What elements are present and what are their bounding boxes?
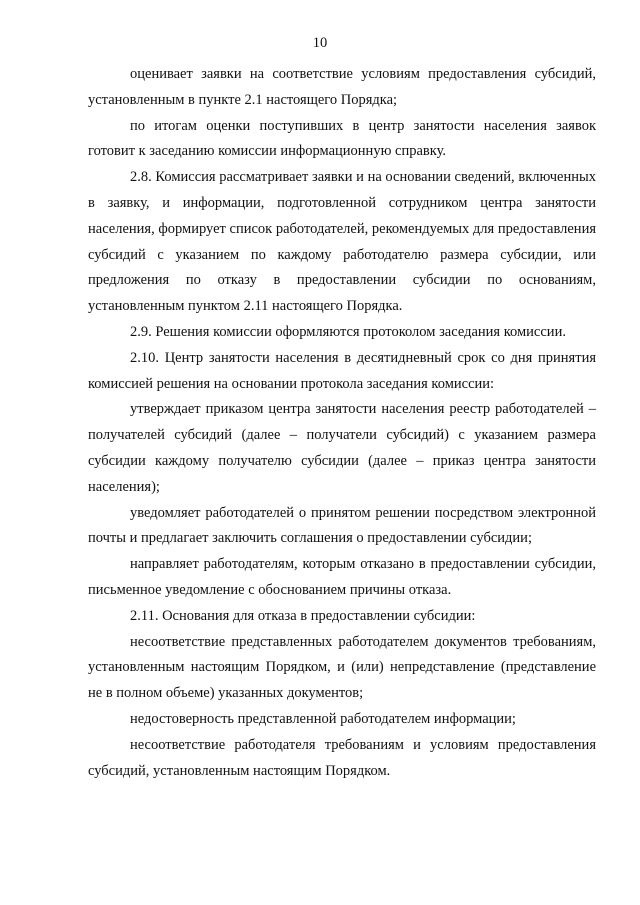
paragraph-prepare-reference: по итогам оценки поступивших в центр занятости населения заявок готовит к заседанию комиссии информационную справку. <box>88 117 596 160</box>
document-body <box>88 62 596 784</box>
paragraph-2-9: 2.9. Решения комиссии оформляются протоколом заседания комиссии. <box>130 323 566 340</box>
paragraph-refusal-requirements: несоответствие работодателя требованиям и условиям предоставления субсидий, установленным настоящим Порядком. <box>88 736 596 779</box>
paragraph-send-refusal: направляет работодателям, которым отказано в предоставлении субсидии, письменное уведомление с обоснованием причины отказа. <box>88 556 596 598</box>
paragraph-2-11: 2.11. Основания для отказа в предоставлении субсидии: <box>130 607 476 624</box>
paragraph-refusal-information: недостоверность представленной работодателем информации; <box>130 710 516 727</box>
page-number: 10 <box>312 35 328 51</box>
paragraph-approve-registry: утверждает приказом центра занятости населения реестр работодателей – получателей субсидий (далее – получатели субсидий) с указанием размера субсидии каждому получателю субсидии (далее – приказ центра занятости населения); <box>88 401 596 495</box>
paragraph-notify-employers: уведомляет работодателей о принятом решении посредством электронной почты и предлагает заключить соглашения о предоставлении субсидии; <box>88 504 596 547</box>
paragraph-refusal-documents: несоответствие представленных работодателем документов требованиям, установленным настоящим Порядком, и (или) непредставление (представление не в полном объеме) указанных документов; <box>88 633 596 702</box>
paragraph-2-10: 2.10. Центр занятости населения в десятидневный срок со дня принятия комиссией решения на основании протокола заседания комиссии: <box>88 349 596 392</box>
paragraph-evaluate-applications: оценивает заявки на соответствие условиям предоставления субсидий, установленным в пункте 2.1 настоящего Порядка; <box>88 66 596 108</box>
paragraph-2-8: 2.8. Комиссия рассматривает заявки и на основании сведений, включенных в заявку, и информации, подготовленной сотрудником центра занятости населения, формирует список работодателей, рекомендуемых для предоставления субсидий с указанием по каждому работодателю размера субсидии, или предложения по отказу в предоставлении субсидии по основаниям, установленным пунктом 2.11 настоящего Порядка. <box>88 169 596 315</box>
